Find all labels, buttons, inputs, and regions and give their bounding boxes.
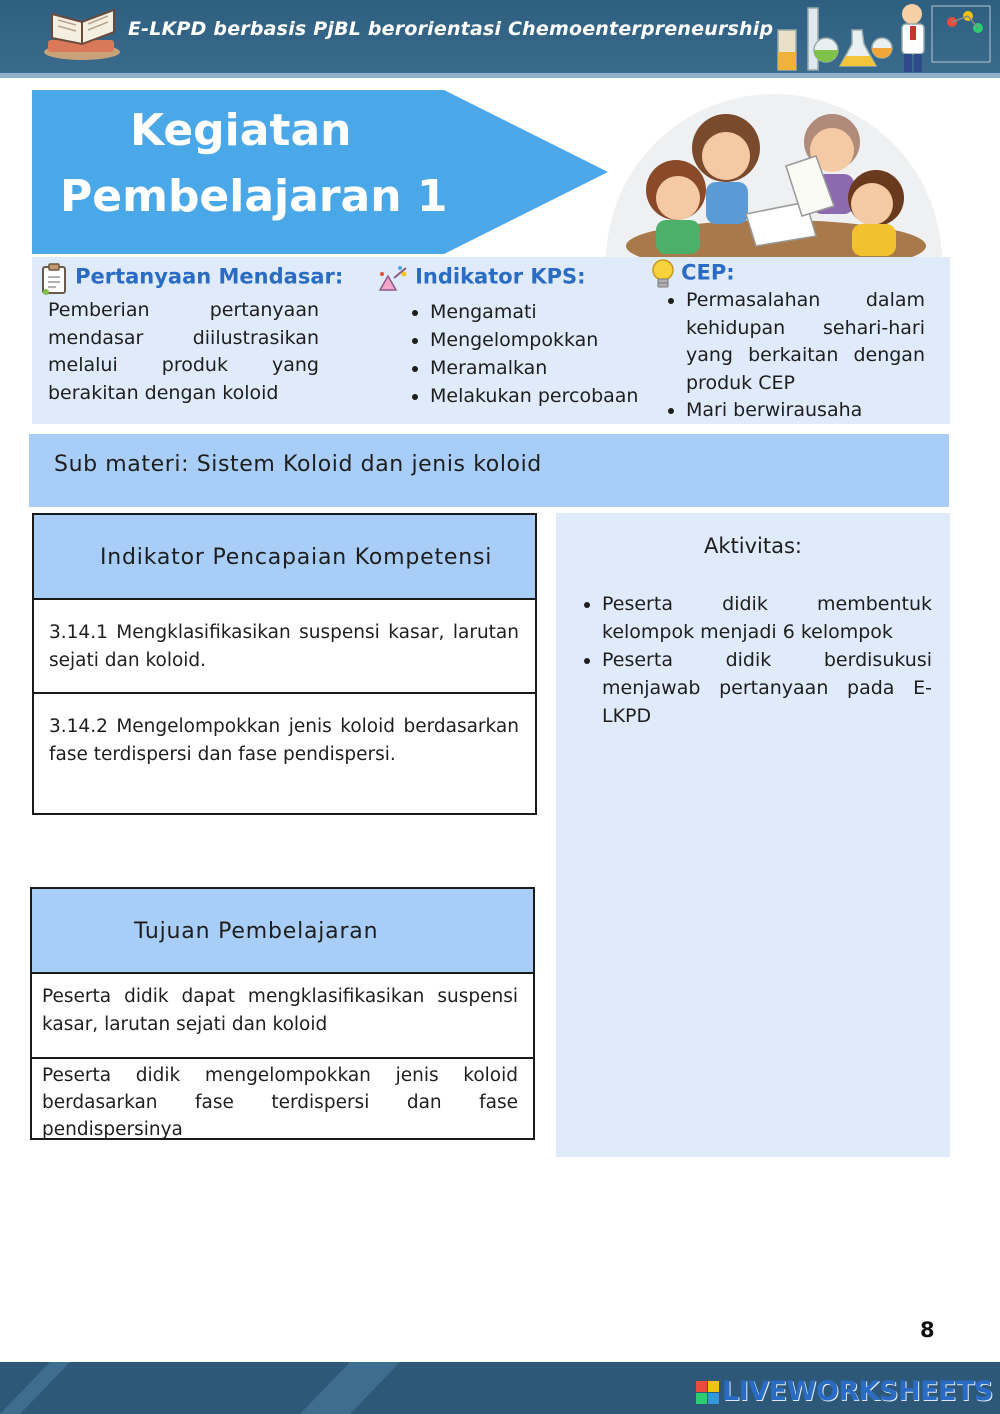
kps-item: • Mengamati [430, 298, 662, 326]
indikator-heading: Indikator Pencapaian Kompetensi [34, 515, 535, 600]
lab-scientist-icon [772, 0, 998, 78]
aktivitas-item: • Peserta didik membentuk kelompok menjadi 6 kelompok [602, 590, 932, 646]
aktivitas-item: • Peserta didik berdisukusi menjawab pertanyaan pada E-LKPD [602, 646, 932, 730]
cep-heading: CEP: [681, 260, 735, 285]
kps-item: • Melakukan percobaan [430, 382, 662, 410]
page-title [60, 98, 480, 230]
title-line-1: Kegiatan [130, 105, 352, 156]
clipboard-icon [40, 263, 70, 295]
liveworksheets-logo-icon [696, 1381, 720, 1405]
indikator-table [32, 513, 537, 815]
pertanyaan-text: Pemberian pertanyaan mendasar diilustrasikan melalui produk yang berakitan dengan koloid [48, 299, 319, 404]
kps-list [402, 298, 662, 410]
cep-item: • Permasalahan dalam kehidupan sehari-hari yang berkaitan dengan produk CEP [686, 287, 925, 397]
aktivitas-list [578, 590, 932, 730]
tujuan-row-2: Peserta didik mengelompokkan jenis koloid berdasarkan fase terdispersi dan fase pendispersinya [32, 1057, 533, 1143]
page-number: 8 [920, 1318, 935, 1342]
kps-item: • Meramalkan [430, 354, 662, 382]
pertanyaan-heading: Pertanyaan Mendasar: [75, 264, 344, 289]
title-line-2: Pembelajaran 1 [60, 171, 448, 222]
sub-materi-bar: Sub materi: Sistem Koloid dan jenis koloid [29, 434, 949, 507]
students-illustration [606, 86, 942, 262]
pertanyaan-heading-row [40, 263, 343, 295]
kps-heading: Indikator KPS: [415, 264, 586, 289]
tujuan-row-1: Peserta didik dapat mengklasifikasikan suspensi kasar, larutan sejati dan koloid [42, 986, 518, 1035]
magic-potion-icon [374, 264, 410, 294]
kps-item: • Mengelompokkan [430, 326, 662, 354]
tujuan-heading: Tujuan Pembelajaran [32, 889, 533, 974]
book-icon [42, 2, 124, 62]
header-title: E-LKPD berbasis PjBL berorientasi Chemoenterpreneurship [128, 18, 774, 40]
tujuan-table [30, 887, 535, 1140]
indikator-row-1: 3.14.1 Mengklasifikasikan suspensi kasar, larutan sejati dan koloid. [49, 622, 519, 671]
kps-heading-row [374, 264, 586, 294]
aktivitas-heading: Aktivitas: [704, 534, 802, 558]
indikator-row-2: 3.14.2 Mengelompokkan jenis koloid berdasarkan fase terdispersi dan fase pendispersi. [34, 692, 535, 769]
liveworksheets-brand[interactable]: LIVEWORKSHEETS [722, 1376, 993, 1407]
cep-list [658, 287, 925, 425]
cep-item: • Mari berwirausaha [686, 397, 925, 425]
